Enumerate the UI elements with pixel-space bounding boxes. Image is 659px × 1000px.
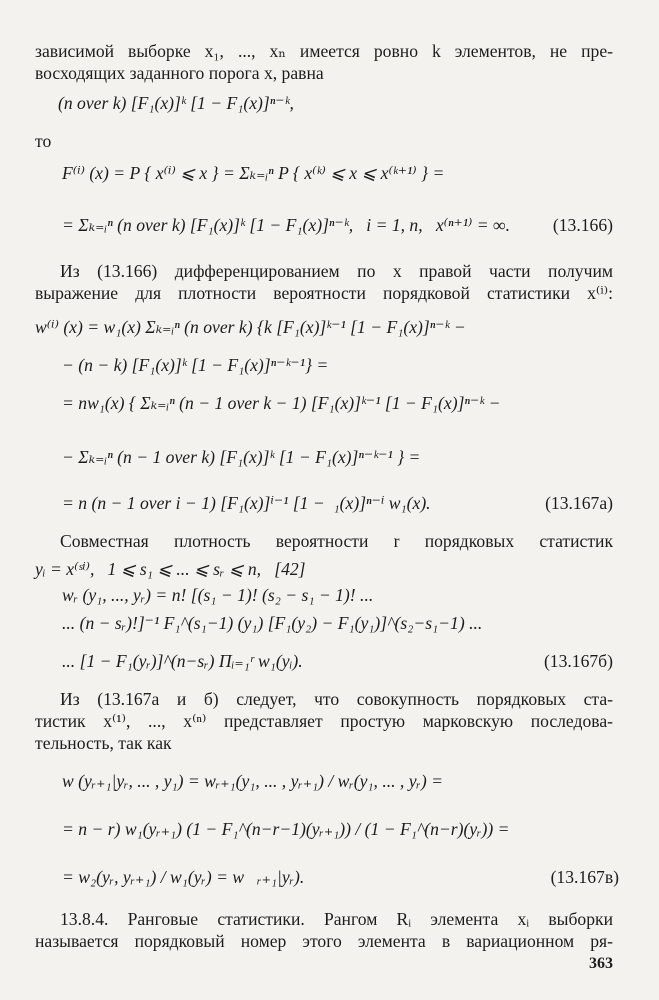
- text-line-8: тельность, так как: [35, 733, 172, 753]
- text-line-4: выражение для плотности вероятности порядковой статистики x⁽ⁱ⁾:: [35, 283, 613, 303]
- formula-joint-line-1: wᵣ (y₁, ..., yᵣ) = n! [(s₁ − 1)! (s₂ − s₁ − 1)! ...: [62, 585, 374, 605]
- text-line-9: называется порядковый номер этого элемента в вариационном ря-: [35, 931, 613, 951]
- formula-cdf-sum: = Σₖ₌ᵢⁿ (n over k) [F₁(x)]ᵏ [1 − F₁(x)]ⁿ⁻ᵏ, i = 1, n, x⁽ⁿ⁺¹⁾ = ∞.: [62, 215, 510, 235]
- text-line-to: то: [35, 131, 52, 151]
- formula-density-line-1: w⁽ⁱ⁾ (x) = w₁(x) Σₖ₌ᵢⁿ (n over k) {k [F₁(x)]ᵏ⁻¹ [1 − F₁(x)]ⁿ⁻ᵏ −: [35, 317, 466, 337]
- page-number: 363: [589, 955, 613, 972]
- text-line-1: зависимой выборке x₁, ..., xₙ имеется ровно k элементов, не пре-: [35, 41, 613, 61]
- equation-number-13-166: (13.166): [552, 215, 613, 235]
- formula-joint-line-3: ... [1 − F₁(yᵣ)]^(n−sᵣ) Πᵢ₌₁ʳ w₁(yᵢ).: [62, 651, 303, 671]
- text-line-3: Из (13.166) дифференцированием по x правой части получим: [60, 261, 613, 281]
- equation-number-13-167b: (13.167б): [543, 651, 613, 671]
- formula-density-line-2: − (n − k) [F₁(x)]ᵏ [1 − F₁(x)]ⁿ⁻ᵏ⁻¹} =: [62, 355, 329, 375]
- formula-joint-def: yᵢ = x⁽ˢⁱ⁾, 1 ⩽ s₁ ⩽ ... ⩽ sᵣ ⩽ n, [42]: [35, 559, 306, 579]
- formula-density-line-3: = nw₁(x) { Σₖ₌ᵢⁿ (n − 1 over k − 1) [F₁(x)]ᵏ⁻¹ [1 − F₁(x)]ⁿ⁻ᵏ −: [62, 393, 501, 413]
- formula-markov-line-3: = w₂(yᵣ, yᵣ₊₁) / w₁(yᵣ) = w ᵣ₊₁|yᵣ).: [62, 867, 305, 887]
- section-heading-line: 13.8.4. Ранговые статистики. Рангом Rᵢ элемента xᵢ выборки: [60, 909, 613, 929]
- formula-binomial-term: (n over k) [F₁(x)]ᵏ [1 − F₁(x)]ⁿ⁻ᵏ,: [58, 93, 294, 113]
- formula-density-line-5: = n (n − 1 over i − 1) [F₁(x)]ⁱ⁻¹ [1 − ₁(x)]ⁿ⁻ⁱ w₁(x).: [62, 493, 431, 513]
- text-line-7: тистик x⁽¹⁾, ..., x⁽ⁿ⁾ представляет простую марковскую последова-: [35, 711, 613, 731]
- formula-density-line-4: − Σₖ₌ᵢⁿ (n − 1 over k) [F₁(x)]ᵏ [1 − F₁(x)]ⁿ⁻ᵏ⁻¹ } =: [62, 447, 421, 467]
- formula-joint-line-2: ... (n − sᵣ)!]⁻¹ F₁^(s₁−1) (y₁) [F₁(y₂) − F₁(y₁)]^(s₂−s₁−1) ...: [62, 613, 483, 633]
- equation-number-13-167a: (13.167а): [545, 493, 613, 513]
- text-line-6: Из (13.167а и б) следует, что совокупность порядковых ста-: [60, 689, 613, 709]
- formula-order-stat-cdf: F⁽ⁱ⁾ (x) = P { x⁽ⁱ⁾ ⩽ x } = Σₖ₌ᵢⁿ P { x⁽ᵏ⁾ ⩽ x ⩽ x⁽ᵏ⁺¹⁾ } =: [62, 163, 445, 183]
- equation-number-13-167v: (13.167в): [550, 867, 619, 887]
- formula-markov-line-1: w (yᵣ₊₁|yᵣ, ... , y₁) = wᵣ₊₁(y₁, ... , yᵣ₊₁) / wᵣ(y₁, ... , yᵣ) =: [62, 771, 443, 791]
- text-line-2: восходящих заданного порога x, равна: [35, 63, 324, 83]
- formula-markov-line-2: = n − r) w₁(yᵣ₊₁) (1 − F₁^(n−r−1)(yᵣ₊₁)) / (1 − F₁^(n−r)(yᵣ)) =: [62, 819, 510, 839]
- text-line-5: Совместная плотность вероятности r порядковых статистик: [60, 531, 613, 551]
